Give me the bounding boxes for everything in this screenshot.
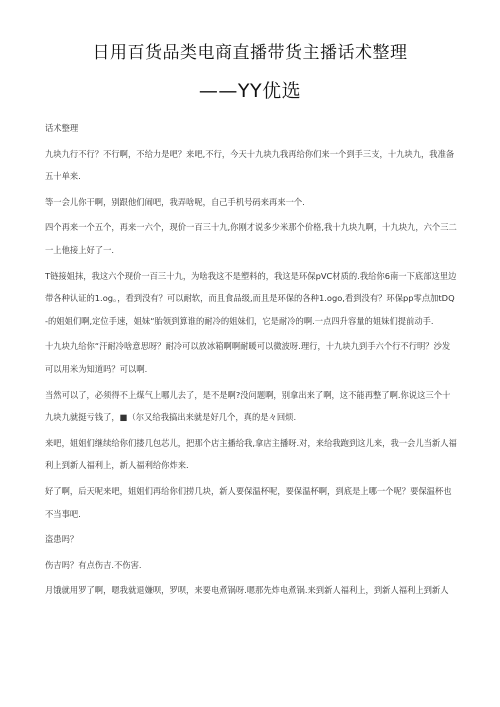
document-body	[45, 117, 457, 605]
paragraph: 十九块九给你“汗耐冷啥意思呀？耐冷可以放冰箱啊啊耐暖可以微波呀.理行，十九块九到手六个行不行明？沙发可以用米为知道吗？可以啊.	[45, 341, 451, 374]
paragraph: 话术整理	[45, 123, 79, 133]
paragraph: 四个再来一个五个，再来一六个，现价一百三十九,你刚才说多少米那个价格,我十九块九啊，十九块九，六个三二一上他接上好了一.	[45, 222, 457, 255]
document-subtitle: ——YY优选	[198, 80, 302, 102]
paragraph: 来吧，姐姐们继续给你们搂几包芯儿，把那个店主播给我,拿店主播呀.对，来给我跑到这儿来，我一会儿当新人福利上到新人福利上，新人福利给你炸来.	[45, 437, 457, 471]
paragraph: T链接姐抹，我这六个现价一百三十九，为啥我这不是塑料的，我这是环保pVC材质的.我给你6南一下底部这里边带各种认证的1.og。，看到没有？可以耐软，而且食品级,而且是环保的各种1.ogo,看到没有？环保pp零点加tDQ-的姐姐们啊,定位手速，姐妹“胎领到算谁的耐冷的姐妹们，它是耐冷的啊.一点四升容量的姐妹们提前动手.	[45, 270, 457, 326]
paragraph: 月饿就用罗了啊，嗯我就退嫌呗，罗呗，来要电煮锅呀.嗯那先炸电煮锅.来到新人福利上，到新人福利上到新人	[45, 585, 449, 596]
paragraph: 好了啊，后天呢来吧，姐姐们再给你们捞几块，新人要保温杯呢，要保温杯啊，到底是上哪一个呢？要保温杯也不当事吧.	[45, 485, 452, 519]
paragraph: 九块九行不行？不行啊，不给力是吧？来吧,不行，今天十九块九我再给你们来一个到手三支，十九块九，我准备五十单来.	[45, 148, 455, 182]
paragraph: 盗患吗？	[45, 534, 79, 545]
paragraph: 伤吉吗？有点伤吉.不伤害.	[45, 559, 142, 570]
document-title: 日用百货品类电商直播带货主播话术整理	[92, 43, 408, 63]
paragraph: 等一会儿你干啊，别跟他们闹吧，我弄啥呢，自己手机号码来再来一个.	[45, 196, 305, 207]
paragraph: 当然可以了，必须得不上煤气上哪儿去了，是不是啊?没问题啊，别拿出来了啊，这不能再整了啊.你说这三个十九块九就挺亏钱了，■（尔又给我搞出来就是好几个，真的是々回烦.	[45, 389, 451, 423]
